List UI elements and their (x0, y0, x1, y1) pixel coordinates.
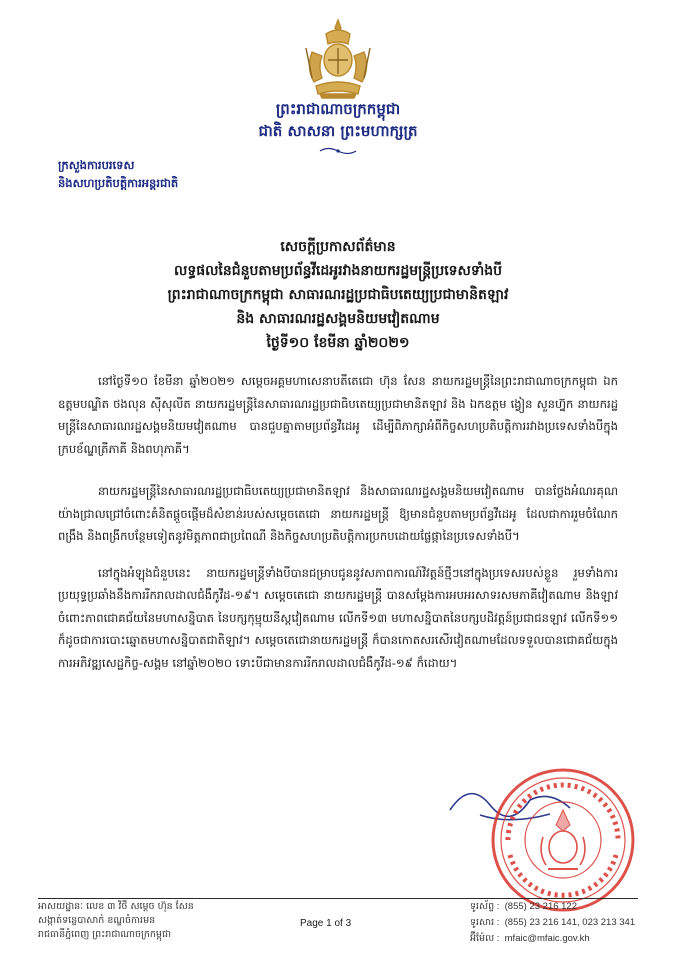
contact-email (470, 932, 590, 946)
document-title (40, 235, 636, 355)
title-line4: និង សាធារណរដ្ឋសង្គមនិយមវៀតណាម (236, 311, 440, 327)
paragraph-2: នាយករដ្ឋមន្ត្រីនៃសាធារណរដ្ឋប្រជាធិបតេយ្យប្រជាមានិតឡាវ និងសាធារណរដ្ឋសង្គមនិយមវៀតណាម បានថ្លែងអំណរគុណយ៉ាងជ្រាលជ្រៅចំពោះគំនិតផ្តួចផ្តើមដ៏សំខាន់របស់សម្តេចតេជោ នាយករដ្ឋមន្ត្រី ឱ្យមានជំនួបតាមប្រព័ន្ធវីដេអូ ដែលជាការរួមចំណែកពង្រឹង និងពង្រីកបន្ថែមទៀតនូវមិត្តភាពជាប្រពៃណី និងកិច្ចសហប្រតិបត្តិការប្រកបដោយផ្លែផ្កានៃប្រទេសទាំងបី។ (58, 484, 618, 543)
phone-value: (855) 23 216 122 (504, 901, 578, 912)
ornament-divider-icon (318, 146, 358, 156)
address-line3: រាជធានីភ្នំពេញ ព្រះរាជាណាចក្រកម្ពុជា (38, 929, 171, 940)
title-line1: សេចក្តីប្រកាសព័ត៌មាន (280, 239, 396, 255)
royal-arms-icon (298, 18, 378, 100)
title-date: ថ្ងៃទី១០ ខែមីនា ឆ្នាំ២០២១ (266, 335, 410, 351)
ministry-name-line1: ក្រសួងការបរទេស (58, 158, 135, 172)
national-motto: ជាតិ សាសនា ព្រះមហាក្សត្រ (258, 122, 418, 140)
contact-phone (470, 900, 577, 914)
official-seal-icon (488, 765, 638, 915)
title-line2: លទ្ធផលនៃជំនួបតាមប្រព័ន្ធវីដេអូរវាងនាយករដ្ឋមន្ត្រីប្រទេសទាំងបី (174, 263, 502, 279)
footer-divider (38, 898, 638, 899)
fax-value: (855) 23 216 141, 023 213 341 (504, 917, 636, 928)
paragraph-3: នៅក្នុងអំឡុងជំនួបនេះ នាយករដ្ឋមន្ត្រីទាំងបីបានជម្រាបជូននូវសភាពការណ៍វិវត្តន៍ថ្មីៗនៅក្នុងប្រទេសរបស់ខ្លួន រួមទាំងការប្រយុទ្ធប្រឆាំងនឹងការរីករាលដាលជំងឺកូវីដ-១៩។ សម្តេចតេជោ នាយករដ្ឋមន្ត្រី បានសម្តែងការអបអរសាទរសមភាគីវៀតណាម និងឡាវ ចំពោះភាពជោគជ័យនៃមហាសន្និបាត នៃបក្សកុម្មុយនីស្តវៀតណាម លើកទី១៣ មហាសន្និបាតនៃបក្សបដិវត្តន៍ប្រជាជនឡាវ លើកទី១១ ក៏ដូចជាការបោះឆ្នោតមហាសន្និបាតជាតិឡាវ។ សម្តេចតេជោនាយករដ្ឋមន្ត្រី ក៏បានកោតសរសើរវៀតណាមដែលទទួលបានជោគជ័យក្នុងការអភិវឌ្ឍសេដ្ឋកិច្ច-សង្គម នៅឆ្នាំ២០២០ ទោះបីជាមានការរីករាលដាលជំងឺកូវីដ-១៩ ក៏ដោយ។ (58, 565, 618, 670)
address-line1: អាសយដ្ឋានៈ លេខ ៣ វិថី សម្តេច ហ៊ុន សែន (38, 901, 194, 912)
phone-label: ទូរស័ព្ទ : (470, 901, 500, 912)
email-label: អ៊ីម៉ែល : (470, 933, 500, 944)
document-body (58, 370, 618, 688)
kingdom-name: ព្រះរាជាណាចក្រកម្ពុជា (275, 100, 401, 118)
paragraph-1: នៅថ្ងៃទី១០ ខែមីនា ឆ្នាំ២០២១ សម្តេចអគ្គមហាសេនាបតីតេជោ ហ៊ុន សែន នាយករដ្ឋមន្ត្រីនៃព្រះរាជាណាចក្រកម្ពុជា ឯកឧត្តមបណ្ឌិត ថងលុន ស៊ីសុលីត នាយករដ្ឋមន្ត្រីនៃសាធារណរដ្ឋប្រជាធិបតេយ្យប្រជាមានិតឡាវ និង ឯកឧត្តម ង្វៀន សួនហ្វ៊ុក នាយករដ្ឋមន្ត្រីនៃសាធារណរដ្ឋសង្គមនិយមវៀតណាម បានជួបគ្នាតាមប្រព័ន្ធវីដេអូ ដើម្បីពិភាក្សាអំពីកិច្ចសហប្រតិបត្តិការរវាងប្រទេសទាំងបីក្នុងក្របខ័ណ្ឌត្រីភាគី និងពហុភាគី។ (58, 374, 618, 456)
address-line2: សង្កាត់ទន្លេបាសាក់ ខណ្ឌចំការមន (38, 915, 156, 926)
fax-label: ទូរសារ : (470, 917, 500, 928)
ministry-name-line2: និងសហប្រតិបត្តិការអន្តរជាតិ (58, 176, 179, 190)
page-number: Page 1 of 3 (300, 918, 352, 929)
contact-fax (470, 916, 635, 930)
email-value: mfaic@mfaic.gov.kh (504, 933, 590, 944)
title-line3: ព្រះរាជាណាចក្រកម្ពុជា សាធារណរដ្ឋប្រជាធិបតេយ្យប្រជាមានិតឡាវ (167, 287, 509, 303)
